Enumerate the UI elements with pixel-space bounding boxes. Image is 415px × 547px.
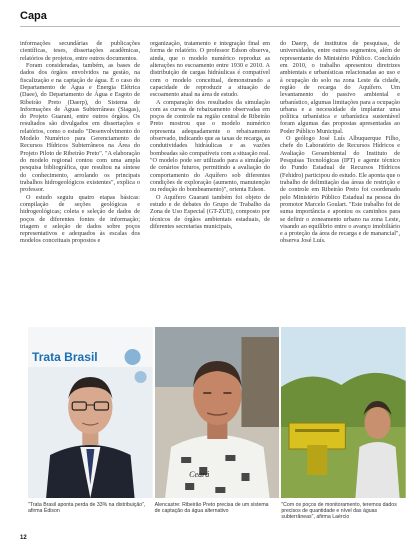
text-column-1 (20, 40, 140, 318)
page-header (20, 10, 400, 22)
caption-row (28, 502, 406, 521)
paragraph: O estudo seguiu quatro etapas básicas: compilação de seções geológicas e hidrogeológicas; coleta e seleção de dados de poços de diferentes fontes de informação; triagem e seleção de dados sobre poços representativos e adequados às escalas dos modelos conceituais propostos e (20, 193, 140, 245)
photo-laercio (281, 327, 406, 498)
paragraph: Foram consideradas, também, as bases de dados dos órgãos envolvidos na gestão, na fiscalização e na captação de água. É o caso do Departamento de Água e Energia Elétrica (Daee), do Departamento de Água e Esgoto de Ribeirão Preto (Daerp), do Sistema de Informações de Águas Subterrâneas (Siagas), do Projeto Guarani, entre outros órgãos. Os resultados são divulgados em dissertações e relatórios, como o estudo "Desenvolvimento do Modelo Numérico para Gerenciamento de Recursos Hídricos Subterrâneos na Área do Projeto Piloto de Ribeirão Preto". "A elaboração do modelo regional contou com uma ampla pesquisa bibliográfica, que resultou na síntese do conhecimento, arrolando os principais trabalhos hidrogeológicos existentes", explica o professor. (20, 61, 140, 194)
caption-edison: "Trata Brasil aponta perda de 33% na distribuição", afirma Édison (28, 502, 146, 515)
man-in-patterned-shirt-icon (155, 327, 280, 498)
text-column-2 (150, 40, 270, 318)
background-logo-text: Trata Brasil (32, 350, 98, 364)
caption-alencastre: Alencastre: Ribeirão Preto precisa de um sistema de captação da água alternativo (154, 502, 269, 515)
paragraph: O Aquífero Guarani também foi objeto de estudo e de debates do Grupo de Trabalho da Zona de Uso Especial (GT-ZUE), composto por técnicos de órgãos ambientais estaduais, de diferentes secretarias municipais, (150, 193, 270, 230)
header-divider (20, 26, 400, 27)
shirt-text: Ceará (188, 470, 209, 479)
page-number: 12 (20, 535, 27, 541)
portrait-glasses-man-icon (28, 327, 153, 498)
photo-strip (28, 327, 406, 498)
paragraph: do Daerp, de institutos de pesquisas, de universidades, entre outros segmentos, além de representante do Ministério Público. Concluído em 2010, o trabalho apresentou diretrizes ambientais e urbanísticas relacionadas ao uso e à ocupação do solo na zona Leste da cidade, região de recarga do Aquífero. Um levantamento do passivo ambiental e urbanístico, algumas limitações para a ocupação urbana e a necessidade de implantar uma política urbanística e urbanística sustentável foram algumas das propostas apresentadas ao Poder Público Municipal. (280, 40, 400, 135)
paragraph: O geólogo José Luís Albuquerque Filho, chefe do Laboratório de Recursos Hídricos e Avaliação Geoambiental do Instituto de Pesquisas Tecnológicas (IPT) e agente técnico do Fundo Estadual de Recursos Hídricos (Fehidro) participou do estudo. Ele aponta que o trabalho de delimitação das áreas de restrição e de controle em Ribeirão Preto foi coordenado pelo Ministério Público Estadual na pessoa do promotor Marcelo Goulart. "Este trabalho foi de suma importância e apontou os caminhos para se definir o zoneamento urbano na zona Leste, visando ao equilíbrio entre o avanço imobiliário e a proteção da área de recarga e de manancial", observa José Luís. (280, 135, 400, 245)
section-title: Capa (20, 10, 47, 22)
photo-alencastre (155, 327, 280, 498)
paragraph: A comparação dos resultados da simulação com as curvas de rebaixamento observadas em poços de controle na região central de Ribeirão Preto mostrou que o modelo numérico representa adequadamente o rebaixamento observado, indicando que as taxas de recarga, as condutividades hidráulicas e as vazões bombeadas são compatíveis com a situação real. "O modelo pode ser utilizado para a simulação de cenários futuros, permitindo a avaliação do comportamento do Aquífero sob diferentes condições de exploração (aumento, manutenção ou redução do bombeamento)", orienta Edson. (150, 98, 270, 194)
text-column-3 (280, 40, 400, 318)
paragraph: organização, tratamento e integração final em forma de relatório. O professor Edson observa, ainda, que o modelo numérico reproduz as alterações no escoamento entre 1930 e 2010. A distribuição de cargas hidráulicas é compatível com o modelo conceitual, demonstrando a capacidade de reproduzir a situação de escoamento atual na área de estudo. (150, 40, 270, 99)
photo-edison (28, 327, 153, 498)
caption-laercio: "Com os poços de monitoramento, teremos dados precisos de quantidade e nível das águas subterrâneas", afirma Laércio (281, 502, 397, 521)
paragraph: informações secundárias de publicações científicas, teses, dissertações acadêmicas, relatórios de projetos, entre outros documentos. (20, 40, 140, 62)
article-body (20, 40, 400, 318)
monitoring-well-with-man-icon (281, 327, 406, 498)
